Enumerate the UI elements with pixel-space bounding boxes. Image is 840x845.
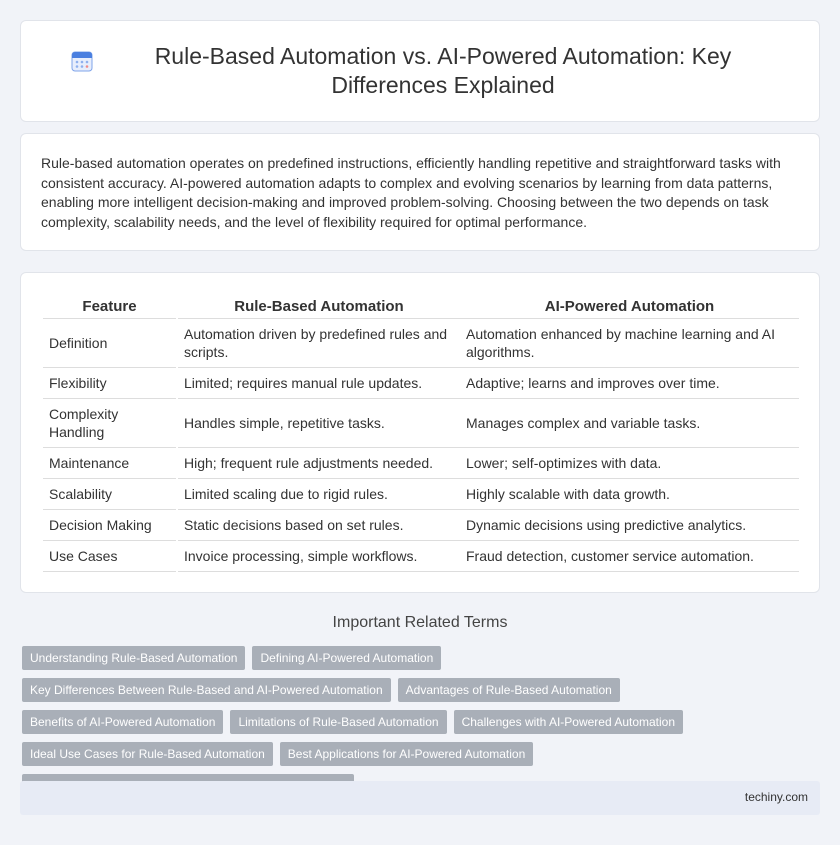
ai-powered-cell: Fraud detection, customer service automation. xyxy=(460,541,799,572)
related-term-tag[interactable]: Key Differences Between Rule-Based and AI-Powered Automation xyxy=(22,678,391,702)
related-term-tag[interactable]: Challenges with AI-Powered Automation xyxy=(454,710,683,734)
ai-powered-cell: Highly scalable with data growth. xyxy=(460,479,799,510)
column-header-feature: Feature xyxy=(43,293,177,319)
related-terms-heading: Important Related Terms xyxy=(332,614,508,631)
table-row xyxy=(43,368,799,399)
header-card xyxy=(20,20,820,122)
rule-based-cell: Handles simple, repetitive tasks. xyxy=(177,399,460,448)
ai-powered-cell: Adaptive; learns and improves over time. xyxy=(460,368,799,399)
feature-cell: Definition xyxy=(43,319,177,368)
intro-card xyxy=(20,133,820,251)
rule-based-cell: Automation driven by predefined rules and scripts. xyxy=(177,319,460,368)
feature-cell: Complexity Handling xyxy=(43,399,177,448)
feature-cell: Flexibility xyxy=(43,368,177,399)
feature-cell: Maintenance xyxy=(43,448,177,479)
feature-cell: Decision Making xyxy=(43,510,177,541)
rule-based-cell: Invoice processing, simple workflows. xyxy=(177,541,460,572)
table-row xyxy=(43,510,799,541)
page-title: Rule-Based Automation vs. AI-Powered Automation: Key Differences Explained xyxy=(154,43,732,98)
feature-cell: Use Cases xyxy=(43,541,177,572)
intro-text: Rule-based automation operates on predefined instructions, efficiently handling repetitive and straightforward tasks with consistent accuracy. AI-powered automation adapts to complex and evolving scenarios by learning from data patterns, enabling more intelligent decision-making and improved problem-solving. Choosing between the two depends on task complexity, scalability needs, and the level of flexibility required for optimal performance. xyxy=(41,155,781,230)
rule-based-cell: Limited; requires manual rule updates. xyxy=(177,368,460,399)
table-row xyxy=(43,399,799,448)
comparison-table xyxy=(43,293,799,572)
related-term-tag[interactable]: Advantages of Rule-Based Automation xyxy=(398,678,620,702)
table-row xyxy=(43,448,799,479)
related-term-tag[interactable]: Benefits of AI-Powered Automation xyxy=(22,710,223,734)
related-term-tag[interactable]: Defining AI-Powered Automation xyxy=(252,646,441,670)
ai-powered-cell: Manages complex and variable tasks. xyxy=(460,399,799,448)
table-row xyxy=(43,319,799,368)
table-header-row xyxy=(43,293,799,319)
related-term-tag[interactable]: Limitations of Rule-Based Automation xyxy=(230,710,446,734)
related-term-tag[interactable]: Ideal Use Cases for Rule-Based Automation xyxy=(22,742,273,766)
related-term-tag[interactable]: Best Applications for AI-Powered Automation xyxy=(280,742,533,766)
related-term-tag[interactable]: Understanding Rule-Based Automation xyxy=(22,646,245,670)
comparison-table-card xyxy=(20,272,820,593)
table-row xyxy=(43,541,799,572)
feature-cell: Scalability xyxy=(43,479,177,510)
ai-powered-cell: Automation enhanced by machine learning and AI algorithms. xyxy=(460,319,799,368)
calendar-icon xyxy=(70,49,94,73)
rule-based-cell: High; frequent rule adjustments needed. xyxy=(177,448,460,479)
table-row xyxy=(43,479,799,510)
footer xyxy=(20,781,820,815)
rule-based-cell: Static decisions based on set rules. xyxy=(177,510,460,541)
ai-powered-cell: Dynamic decisions using predictive analytics. xyxy=(460,510,799,541)
site-name[interactable]: techiny.com xyxy=(744,790,808,804)
rule-based-cell: Limited scaling due to rigid rules. xyxy=(177,479,460,510)
ai-powered-cell: Lower; self-optimizes with data. xyxy=(460,448,799,479)
column-header-ai-powered: AI-Powered Automation xyxy=(460,293,799,319)
column-header-rule-based: Rule-Based Automation xyxy=(177,293,460,319)
